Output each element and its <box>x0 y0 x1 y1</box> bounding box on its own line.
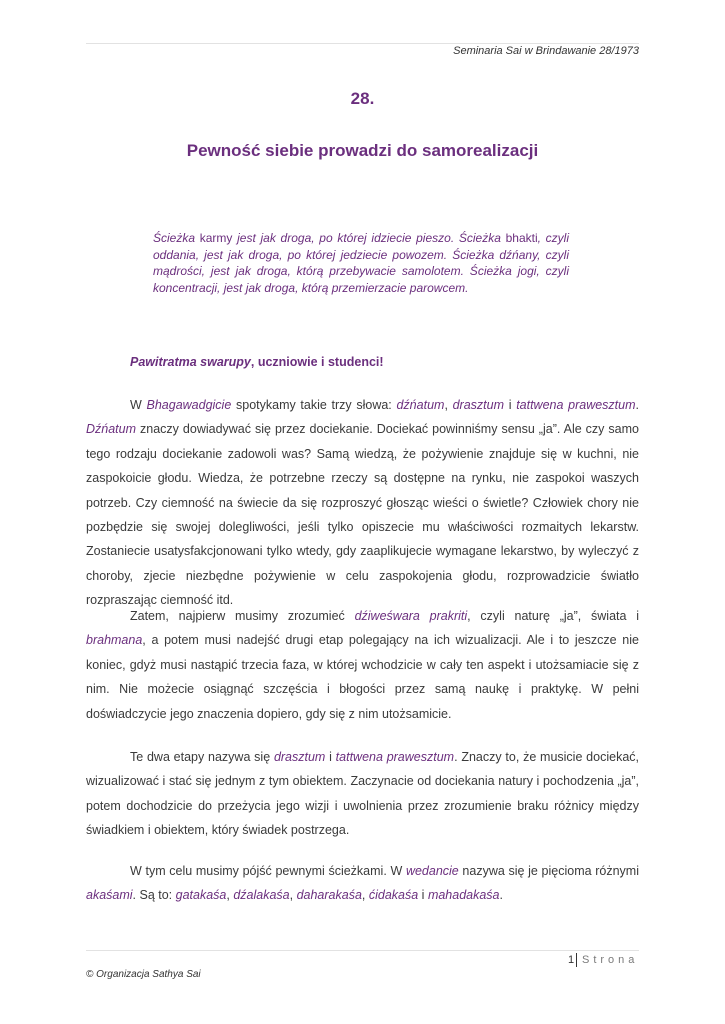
greeting: Pawitratma swarupy, uczniowie i studenci! <box>130 355 384 369</box>
page-number-separator <box>576 953 577 967</box>
page-number: 1 <box>568 954 575 966</box>
paragraph-2: Zatem, najpierw musimy zrozumieć dźiweśwara prakriti, czyli naturę „ja”, świata i brahmana, a potem musi nadejść drugi etap polegający na ich wizualizacji. Ale i to jeszcze nie koniec, gdyż musi nastąpić trzecia faza, w której wchodzicie w cały ten aspekt i utożsamiacie się z nim. Nie możecie osiągnąć szczęścia i błogości przez samą naukę i praktykę. W pełni doświadczycie jego znaczenia dopiero, gdy się z nim utożsamicie. <box>86 609 640 721</box>
copyright-footer: © Organizacja Sathya Sai <box>86 969 201 980</box>
paragraph-1: W Bhagawadgicie spotykamy takie trzy słowa: dźńatum, drasztum i tattwena prawesztum. Dźńatum znaczy dowiadywać się przez dociekanie. Dociekać powinniśmy sensu „ja”. Ale czy samo tego rodzaju dociekanie zadowoli was? Samą wiedzą, że pożywienie znajduje się w kuchni, nie zaspokoicie głodu. Wiedza, że potrzebne rzeczy są dostępne na rynku, nie zaspokoi waszych potrzeb. Czy ciemność na świecie da się rozproszyć głosząc wieści o świetle? Człowiek chory nie pozbędzie się swojej dolegliwości, jeśli tylko opiszecie mu właściwości rozmaitych lekarstw. Zostaniecie usatysfakcjonowani tylko wtedy, gdy zaaplikujecie wymagane lekarstwo, by wyleczyć z choroby, zjecie niezbędne pożywienie w celu zaspokojenia głodu, rozprowadzicie światło rozpraszając ciemność itd. <box>86 398 640 608</box>
epigraph-quote: Ścieżka karmy jest jak droga, po której idziecie pieszo. Ścieżka bhakti, czyli oddania, jest jak droga, po której jedziecie powozem. Ścieżka dźńany, czyli mądrości, jest jak droga, którą przebywacie samolotem. Ścieżka jogi, czyli koncentracji, jest jak droga, którą przemierzacie parowcem. <box>153 231 569 295</box>
paragraph-4: W tym celu musimy pójść pewnymi ścieżkami. W wedancie nazywa się je pięcioma różnymi akaśami. Są to: gatakaśa, dźalakaśa, daharakaśa, ćidakaśa i mahadakaśa. <box>86 864 639 903</box>
header-rule <box>86 43 639 44</box>
paragraph-3: Te dwa etapy nazywa się drasztum i tattwena prawesztum. Znaczy to, że musicie dociekać, wizualizować i stać się jednym z tym obiektem. Zaczynacie od dociekania natury i pochodzenia „ja”, potem dochodzicie do przeżycia jego wizji i uwolnienia przez zrozumienie braku różnicy między świadkiem i obiektem, który świadek postrzega. <box>86 750 639 838</box>
running-header: Seminaria Sai w Brindawanie 28/1973 <box>453 45 639 57</box>
chapter-number: 28. <box>350 89 375 108</box>
page-word: Strona <box>582 954 639 966</box>
footer-rule <box>86 950 639 951</box>
chapter-title: Pewność siebie prowadzi do samorealizacji <box>186 141 539 160</box>
